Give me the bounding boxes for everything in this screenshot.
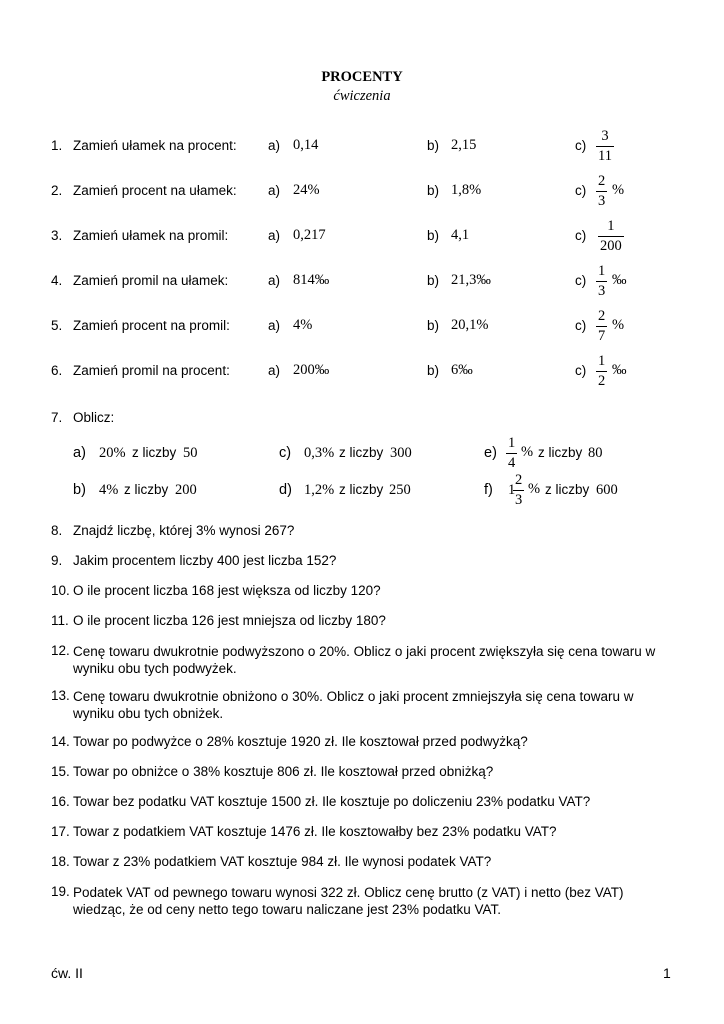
item-e-suffix: % (521, 444, 534, 460)
task-text: Cenę towaru dwukrotnie podwyższono o 20%. Oblicz o jaki procent zwiększyła się cena towaru w wyniku obu tych podwyżek. (73, 644, 656, 676)
task-number: 9. (51, 553, 63, 568)
option-c-suffix: ‰ (612, 362, 627, 378)
option-c-label: c) (575, 318, 587, 333)
page-number: 1 (663, 965, 671, 981)
fraction-bar (596, 281, 607, 282)
fraction-bar (596, 146, 614, 147)
option-b-value: 2,15 (451, 137, 477, 153)
option-b-label: b) (427, 228, 440, 243)
fraction-bar (598, 236, 624, 237)
option-c-fraction (596, 309, 607, 343)
task-text: Zamień promil na ułamek: (73, 273, 229, 288)
item-c-of: z liczby (339, 445, 384, 460)
item-f-of: z liczby (545, 482, 590, 497)
item-f-number: 600 (596, 482, 618, 498)
denominator: 3 (515, 491, 523, 508)
numerator: 1 (607, 218, 615, 234)
option-b-value: 1,8% (451, 182, 482, 198)
task-text: Znajdź liczbę, której 3% wynosi 267? (73, 523, 295, 538)
task-text: Towar z podatkiem VAT kosztuje 1476 zł. Ile kosztowałby bez 23% podatku VAT? (73, 824, 557, 839)
item-d-label: d) (279, 482, 292, 498)
task-number: 18. (51, 854, 70, 869)
item-e-fraction (506, 436, 517, 470)
task-text: Jakim procentem liczby 400 jest liczba 152? (73, 553, 337, 568)
task-number: 12. (51, 643, 70, 658)
fraction-bar (596, 191, 607, 192)
option-c-suffix: ‰ (612, 272, 627, 288)
fraction-bar (506, 453, 517, 454)
item-f-suffix: % (528, 481, 541, 497)
item-a-number: 50 (183, 445, 198, 461)
task-number: 4. (51, 273, 63, 288)
option-a-label: a) (268, 228, 281, 243)
option-c-fraction (596, 129, 614, 163)
denominator: 3 (598, 192, 606, 209)
task-number: 3. (51, 228, 63, 243)
task-number: 5. (51, 318, 63, 333)
numerator: 2 (515, 472, 523, 488)
denominator: 4 (508, 454, 516, 471)
fraction-bar (513, 490, 524, 491)
denominator: 200 (600, 237, 622, 254)
numerator: 1 (598, 263, 606, 279)
footer-left: ćw. II (51, 965, 83, 981)
task-text: O ile procent liczba 126 jest mniejsza od liczby 180? (73, 613, 386, 628)
option-c-label: c) (575, 273, 587, 288)
task-number: 11. (51, 613, 69, 628)
task-text: Zamień ułamek na procent: (73, 138, 237, 153)
option-b-value: 6‰ (451, 362, 473, 378)
task-number: 16. (51, 794, 70, 809)
item-c-value: 0,3% (304, 445, 335, 461)
option-a-value: 814‰ (293, 272, 330, 288)
task-number: 2. (51, 183, 63, 198)
item-a-label: a) (73, 445, 86, 461)
task-text: Podatek VAT od pewnego towaru wynosi 322 zł. Oblicz cenę brutto (z VAT) i netto (bez VAT) wiedząc, że od ceny netto tego towaru naliczane jest 23% podatku VAT. (73, 885, 624, 917)
numerator: 1 (598, 353, 606, 369)
task-text: Towar po obniżce o 38% kosztuje 806 zł. Ile kosztował przed obniżką? (73, 764, 494, 779)
item-b-value: 4% (99, 482, 119, 498)
option-a-value: 200‰ (293, 362, 330, 378)
option-b-label: b) (427, 363, 440, 378)
fraction-bar (596, 371, 607, 372)
denominator: 2 (598, 372, 606, 389)
option-b-label: b) (427, 273, 440, 288)
item-e-number: 80 (588, 445, 603, 461)
task-number: 15. (51, 764, 70, 779)
option-c-fraction (596, 354, 607, 388)
item-b-of: z liczby (124, 482, 169, 497)
denominator: 11 (598, 147, 612, 164)
item-b-label: b) (73, 482, 86, 498)
option-c-label: c) (575, 228, 587, 243)
task-text: Zamień procent na promil: (73, 318, 230, 333)
task-number: 14. (51, 734, 70, 749)
task-number: 17. (51, 824, 70, 839)
numerator: 3 (601, 128, 609, 144)
task-text: Towar z 23% podatkiem VAT kosztuje 984 zł. Ile wynosi podatek VAT? (73, 854, 492, 869)
item-e-of: z liczby (538, 445, 583, 460)
fraction-bar (596, 326, 607, 327)
task-text: Towar po podwyżce o 28% kosztuje 1920 zł. Ile kosztował przed podwyżką? (73, 734, 528, 749)
option-c-suffix: % (612, 182, 625, 198)
item-f-whole: 1 (508, 482, 516, 498)
task-number: 13. (51, 688, 70, 703)
denominator: 7 (598, 327, 606, 344)
item-a-of: z liczby (132, 445, 177, 460)
task-number: 8. (51, 523, 63, 538)
task-number: 1. (51, 138, 63, 153)
option-a-label: a) (268, 363, 281, 378)
numerator: 2 (598, 308, 606, 324)
item-c-number: 300 (390, 445, 412, 461)
numerator: 1 (508, 435, 516, 451)
numerator: 2 (598, 173, 606, 189)
option-c-label: c) (575, 138, 587, 153)
item-f-label: f) (484, 482, 493, 498)
option-a-label: a) (268, 318, 281, 333)
option-b-value: 20,1% (451, 317, 489, 333)
item-f-fraction (513, 473, 524, 507)
task-text: Cenę towaru dwukrotnie obniżono o 30%. Oblicz o jaki procent zmniejszyła się cena towaru w wyniku obu tych obniżek. (73, 689, 634, 721)
task-text: Zamień ułamek na promil: (73, 228, 229, 243)
option-c-fraction (598, 219, 624, 253)
option-c-suffix: % (612, 317, 625, 333)
item-d-of: z liczby (339, 482, 384, 497)
item-c-label: c) (279, 445, 292, 461)
task-text: Zamień procent na ułamek: (73, 183, 237, 198)
task-text: Zamień promil na procent: (73, 363, 230, 378)
option-a-value: 0,217 (293, 227, 326, 243)
option-b-value: 21,3‰ (451, 272, 491, 288)
option-c-fraction (596, 264, 607, 298)
page-title: PROCENTY (321, 69, 403, 85)
option-a-label: a) (268, 273, 281, 288)
option-b-label: b) (427, 318, 440, 333)
task-text: O ile procent liczba 168 jest większa od liczby 120? (73, 583, 381, 598)
item-b-number: 200 (175, 482, 197, 498)
item-d-number: 250 (389, 482, 411, 498)
option-a-value: 4% (293, 317, 313, 333)
option-b-value: 4,1 (451, 227, 470, 243)
option-a-label: a) (268, 183, 281, 198)
option-b-label: b) (427, 183, 440, 198)
denominator: 3 (598, 282, 606, 299)
page-subtitle: ćwiczenia (333, 88, 391, 104)
task-text: Towar bez podatku VAT kosztuje 1500 zł. Ile kosztuje po doliczeniu 23% podatku VAT? (73, 794, 591, 809)
task-text: Oblicz: (73, 410, 115, 425)
item-e-label: e) (484, 445, 497, 461)
option-a-label: a) (268, 138, 281, 153)
option-b-label: b) (427, 138, 440, 153)
option-c-label: c) (575, 363, 587, 378)
item-d-value: 1,2% (304, 482, 335, 498)
task-number: 6. (51, 363, 63, 378)
task-number: 10. (51, 583, 70, 598)
option-a-value: 24% (293, 182, 320, 198)
task-number: 7. (51, 410, 63, 425)
option-c-label: c) (575, 183, 587, 198)
option-a-value: 0,14 (293, 137, 319, 153)
task-number: 19. (51, 884, 70, 899)
item-a-value: 20% (99, 445, 126, 461)
option-c-fraction (596, 174, 607, 208)
